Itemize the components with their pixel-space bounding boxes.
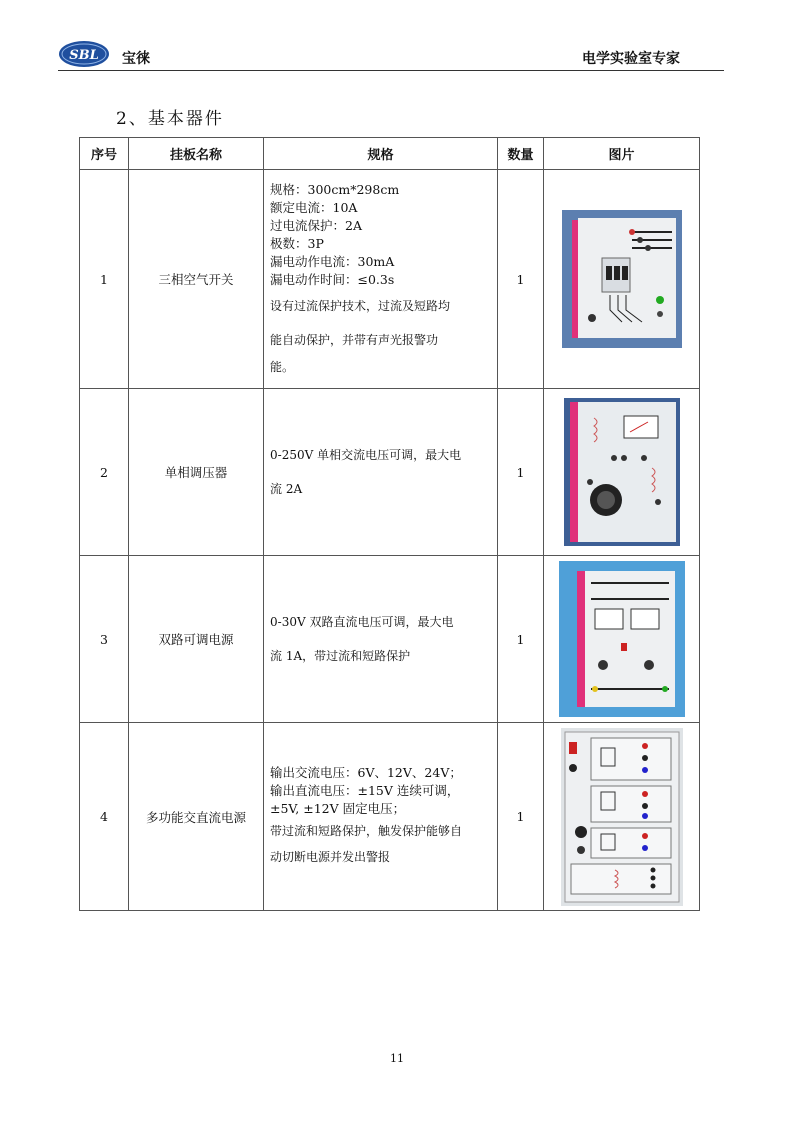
row-spec xyxy=(264,170,498,389)
spec-line: 漏电动作时间：≤0.3s xyxy=(270,272,395,287)
sbl-logo-icon xyxy=(58,40,110,68)
row-spec xyxy=(264,556,498,723)
header-spec: 规格 xyxy=(264,138,498,170)
row-name: 多功能交直流电源 xyxy=(129,723,264,911)
dual-adjustable-power-panel-photo-icon xyxy=(559,561,685,717)
spec-line: 能。 xyxy=(270,360,295,374)
row-qty: 1 xyxy=(498,723,544,911)
page-number: 11 xyxy=(390,1052,404,1065)
table-row xyxy=(80,556,700,723)
header-no: 序号 xyxy=(80,138,129,170)
spec-line: 规格：300cm*298cm xyxy=(270,182,400,197)
spec-line: 设有过流保护技术，过流及短路均 xyxy=(270,299,451,313)
header-motto: 电学实验室专家 xyxy=(582,51,680,67)
row-name: 双路可调电源 xyxy=(129,556,264,723)
row-name: 三相空气开关 xyxy=(129,170,264,389)
spec-line: 输出交流电压：6V、12V、24V； xyxy=(270,764,462,780)
row-spec xyxy=(264,389,498,556)
row-qty: 1 xyxy=(498,170,544,389)
section-title: 2、基本器件 xyxy=(116,109,224,129)
spec-line: 带过流和短路保护，触发保护能够自 xyxy=(270,823,463,838)
row-qty: 1 xyxy=(498,389,544,556)
spec-line: 流 2A xyxy=(270,482,303,496)
spec-line: ±5V, ±12V 固定电压； xyxy=(270,800,406,816)
svg-text:SBL: SBL xyxy=(69,48,99,63)
table-row xyxy=(80,723,700,911)
spec-line: 能自动保护，并带有声光报警功 xyxy=(270,333,439,347)
three-phase-air-switch-panel-photo-icon xyxy=(562,210,682,348)
spec-line: 额定电流：10A xyxy=(270,200,358,215)
header-name: 挂板名称 xyxy=(129,138,264,170)
header-qty: 数量 xyxy=(498,138,544,170)
row-name: 单相调压器 xyxy=(129,389,264,556)
row-no: 1 xyxy=(80,170,129,389)
row-image xyxy=(544,389,700,556)
row-image xyxy=(544,556,700,723)
multifunction-ac-dc-power-panel-photo-icon xyxy=(561,728,683,906)
components-table xyxy=(79,137,700,911)
spec-line: 0-250V 单相交流电压可调，最大电 xyxy=(270,448,462,462)
row-qty: 1 xyxy=(498,556,544,723)
row-no: 3 xyxy=(80,556,129,723)
row-image xyxy=(544,170,700,389)
row-no: 4 xyxy=(80,723,129,911)
spec-line: 极数：3P xyxy=(270,236,324,251)
spec-line: 动切断电源并发出警报 xyxy=(270,849,391,864)
brand-name: 宝徕 xyxy=(122,51,150,67)
table-row xyxy=(80,389,700,556)
page-header xyxy=(58,40,724,71)
spec-line: 过电流保护：2A xyxy=(270,218,362,233)
row-no: 2 xyxy=(80,389,129,556)
spec-line: 流 1A，带过流和短路保护 xyxy=(270,649,411,663)
table-row xyxy=(80,170,700,389)
spec-line: 输出直流电压：±15V 连续可调， xyxy=(270,782,460,798)
spec-line: 0-30V 双路直流电压可调，最大电 xyxy=(270,615,454,629)
table-header-row xyxy=(80,138,700,170)
single-phase-voltage-regulator-panel-photo-icon xyxy=(564,398,680,546)
row-image xyxy=(544,723,700,911)
spec-line: 漏电动作电流：30mA xyxy=(270,254,395,269)
row-spec xyxy=(264,723,498,911)
header-image: 图片 xyxy=(544,138,700,170)
